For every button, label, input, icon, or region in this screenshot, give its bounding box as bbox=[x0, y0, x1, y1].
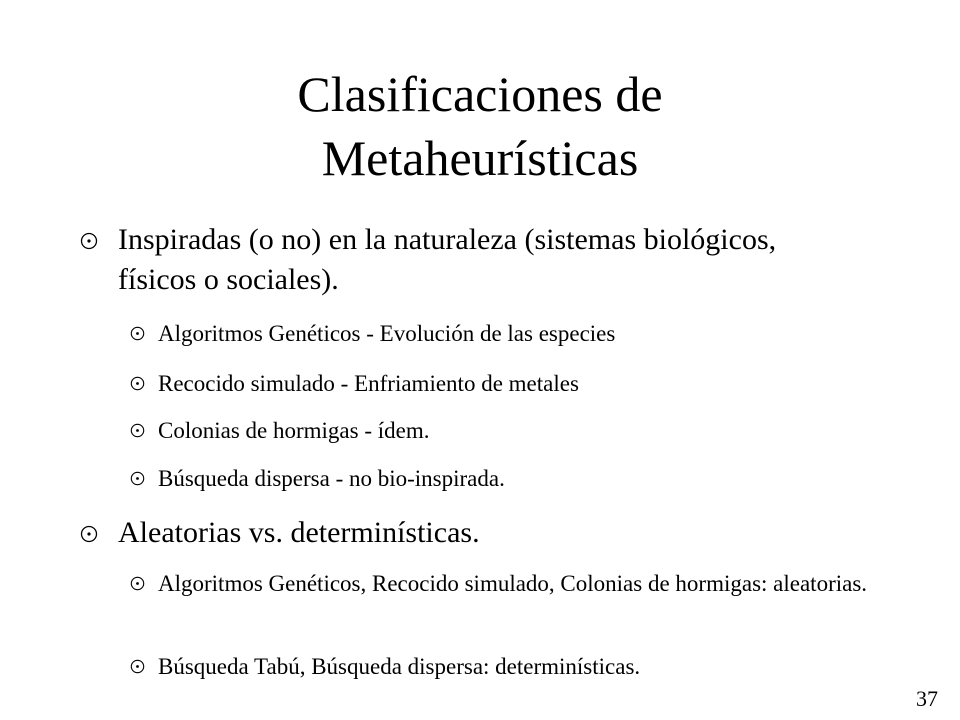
sub-bullet-text-1-1: Algoritmos Genéticos - Evolución de las especies bbox=[158, 321, 616, 346]
bullet-circle-dot-icon bbox=[80, 220, 118, 260]
sub-bullet-text-2-1: Algoritmos Genéticos, Recocido simulado, Colonias de hormigas: aleatorias. bbox=[158, 571, 868, 596]
page-number: 37 bbox=[916, 686, 938, 711]
sub-bullet-item-1-2 bbox=[130, 366, 870, 402]
slide-title-line-2: Metaheurísticas bbox=[321, 130, 639, 186]
sub-bullet-item-1-1 bbox=[130, 316, 870, 352]
sub-bullet-text-1-4: Búsqueda dispersa - no bio-inspirada. bbox=[158, 466, 505, 491]
bullet-circle-dot-icon bbox=[130, 366, 158, 402]
slide-title bbox=[0, 62, 960, 190]
bullet-circle-dot-icon bbox=[130, 413, 158, 449]
sub-bullet-text-2-2: Búsqueda Tabú, Búsqueda dispersa: determinísticas. bbox=[158, 654, 641, 679]
bullet-item-2 bbox=[80, 513, 800, 553]
bullet-circle-dot-icon bbox=[130, 461, 158, 497]
sub-bullet-item-2-1 bbox=[130, 566, 870, 602]
sub-bullet-item-2-2 bbox=[130, 649, 870, 685]
bullet-circle-dot-icon bbox=[130, 316, 158, 352]
sub-bullet-text-1-2: Recocido simulado - Enfriamiento de metales bbox=[158, 371, 579, 396]
bullet-circle-dot-icon bbox=[80, 513, 118, 553]
bullet-text-1: Inspiradas (o no) en la naturaleza (sistemas biológicos, físicos o sociales). bbox=[118, 223, 777, 296]
sub-bullet-text-1-3: Colonias de hormigas - ídem. bbox=[158, 418, 430, 443]
bullet-circle-dot-icon bbox=[130, 649, 158, 685]
sub-bullet-item-1-4 bbox=[130, 461, 870, 497]
bullet-circle-dot-icon bbox=[130, 566, 158, 602]
sub-bullet-item-1-3 bbox=[130, 413, 870, 449]
bullet-text-2: Aleatorias vs. determinísticas. bbox=[118, 516, 480, 549]
bullet-item-1 bbox=[80, 220, 800, 300]
slide-title-line-1: Clasificaciones de bbox=[297, 66, 663, 122]
